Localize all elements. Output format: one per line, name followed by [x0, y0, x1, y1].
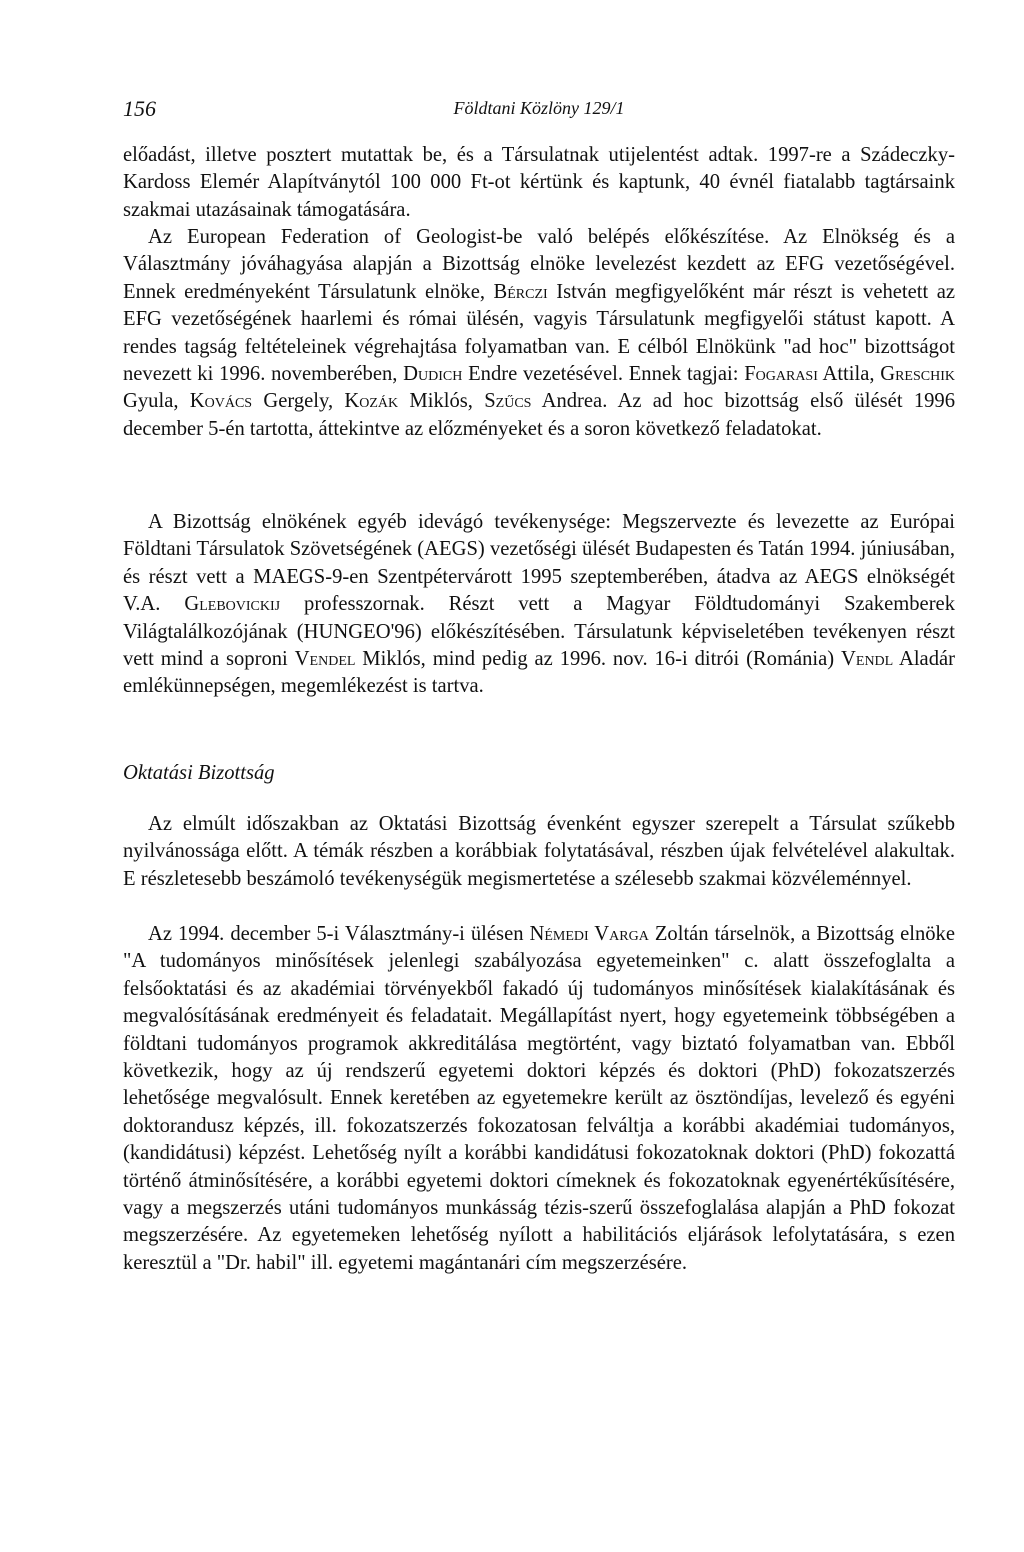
paragraph-grants: előadást, illetve posztert mutattak be, és a Társulatnak utijelentést adtak. 1997-re a Szádeczky-Kardoss Elemér Alapítványtól 100 000 Ft-ot kértünk és kaptunk, 40 évnél fiatalabb tagtársaink szakmai utazásainak támogatására.	[123, 144, 955, 221]
person-name: Kovács	[189, 390, 253, 413]
person-name: Némedi Varga	[529, 923, 649, 945]
paragraph-education-intro: Az elmúlt időszakban az Oktatási Bizottság évenként egyszer szerepelt a Társulat szűkebb nyilvánossága előtt. A témák részben a korábbiak folytatásával, részben újak felvételével alakultak. E részletesebb beszámoló tevékenységük megismertetése a szélesebb szakmai közvéleménnyel.	[123, 813, 955, 890]
paragraph-efg: Az European Federation of Geologist-be való belépés előkészítése. Az Elnökség és a Választmány jóváhagyása alapján a Bizottság elnöke levelezést kezdett az EFG vezetőségével. Ennek eredményeként Társulatunk elnöke, Bérczi István megfigyelőként már részt is vehetett az EFG vezetőségének haarlemi és római ülésén, vagyis Társulatunk megfigyelői státust kapott. A rendes tagság feltételeinek végrehajtása folyamatban van. E célból Elnökünk "ad hoc" bizottságot nevezett ki 1996. novemberében, Dudich Endre vezetésével. Ennek tagjai: Fogarasi Attila, Greschik Gyula, Kovács Gergely, Kozák Miklós, Szűcs Andrea. Az ad hoc bizottság első ülését 1996 december 5-én tartotta, áttekintve az előzményeket és a soron következő feladatokat.	[123, 226, 956, 440]
paragraph-education-meeting: Az 1994. december 5-i Választmány-i ülésen Némedi Varga Zoltán társelnök, a Bizottság elnöke "A tudományos minősítések jelenlegi szabályozása egyetemeinken" c. alatt összefoglalta a felsőoktatási és az akadémiai törvényekből fakadó új tudományos minősítések kialakításának és megvalósításának eredményeit és feladatait. Megállapítást nyert, hogy egyetemeink többségében a földtani tudományos programok akkreditálása megtörtént, vagy biztató folyamatban van. Ebből következik, hogy az új rendszerű egyetemi doktori képzés és doktori (PhD) fokozatszerzés lehetősége megvalósult. Ennek keretében az egyetemekre került az ösztöndíjas, levelező és egyéni doktorandusz képzés, ill. fokozatszerzés fokozatosan felváltja a korábbi akadémiai tudományos, (kandidátusi) képzést. Lehetőség nyílt a korábbi kandidátusi fokozatoknak doktori (PhD) fokozattá történő átminősítésére, a korábbi egyetemi doktori címeknek és fokozatoknak egyenértékűsítésére, vagy a megszerzés utáni tudományos munkásság tézis-szerű összefoglalása alapján a PhD fokozat megszerzésére. Az egyetemeken lehetőség nyílott a habilitációs eljárások lefolytatására, s ezen keresztül a "Dr. habil" ill. egyetemi magántanári cím megszerzésére.	[123, 923, 955, 1274]
person-name: Vendl	[841, 648, 894, 671]
person-name: Dudich	[403, 363, 463, 386]
section-heading: Oktatási Bizottság	[123, 762, 275, 784]
person-name: Glebovickij	[184, 593, 281, 616]
page-header	[123, 96, 955, 126]
person-name: Kozák	[344, 390, 399, 413]
person-name: Bérczi	[493, 280, 548, 303]
paragraph-aegs: A Bizottság elnökének egyéb idevágó tevékenysége: Megszervezte és levezette az Európai Földtani Társulatok Szövetségének (AEGS) vezetőségi ülését Budapesten és Tatán 1994. júniusában, és részt vett a MAEGS-9-en Szentpétervárott 1995 szeptemberében, átadva az AEGS elnökségét V.A. Glebovickij professzornak. Részt vett a Magyar Földtudományi Szakemberek Világtalálkozójának (HUNGEO'96) előkészítésében. Társulatunk képviseletében tevékenyen részt vett mind a soproni Vendel Miklós, mind pedig az 1996. nov. 16-i ditrói (Románia) Vendl Aladár emlékünnepségen, megemlékezést is tartva.	[123, 511, 955, 698]
person-name: Fogarasi	[744, 363, 818, 386]
person-name: Greschik	[880, 363, 955, 386]
journal-title: Földtani Közlöny 129/1	[453, 98, 625, 118]
person-name: Szűcs	[484, 390, 532, 413]
page-number: 156	[123, 96, 156, 121]
person-name: Vendel	[294, 648, 356, 671]
